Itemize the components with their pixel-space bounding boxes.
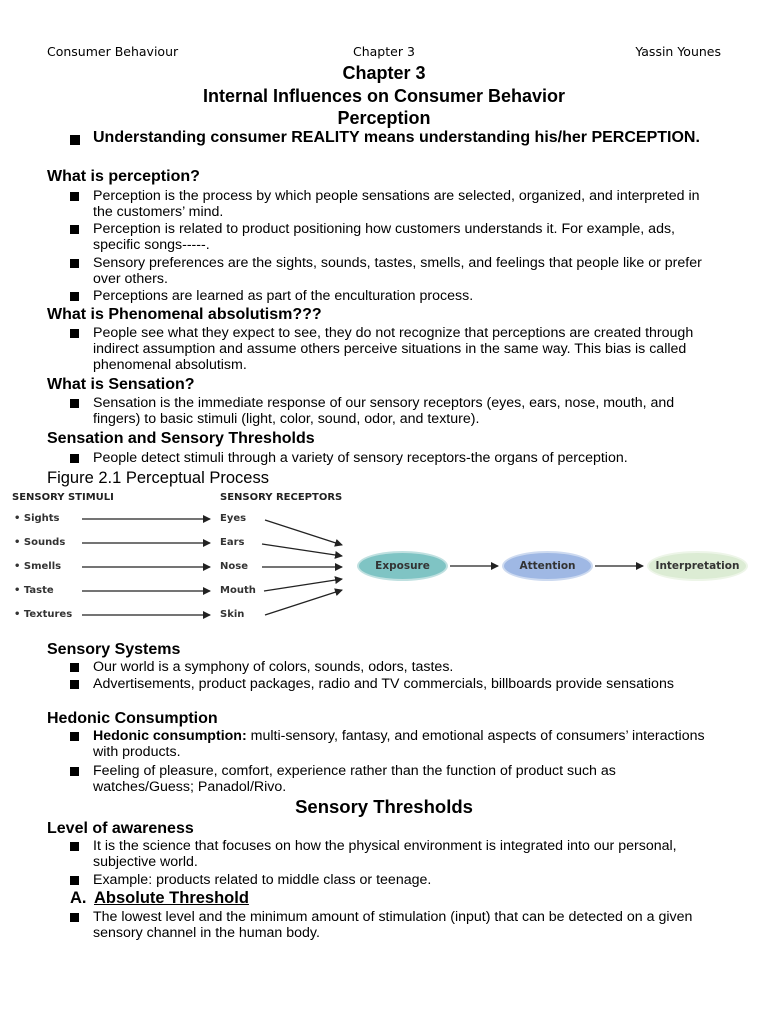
lead-bullet: Understanding consumer REALITY means understanding his/her PERCEPTION. bbox=[70, 129, 720, 147]
heading-sensory-systems: Sensory Systems bbox=[47, 641, 181, 658]
header-course: Consumer Behaviour bbox=[47, 44, 179, 59]
bullet-square-icon bbox=[70, 399, 79, 408]
receptor-label: Mouth bbox=[220, 585, 256, 596]
list-item: Perceptions are learned as part of the enculturation process. bbox=[70, 288, 720, 304]
bullet-square-icon bbox=[70, 842, 79, 851]
section-title-sensory-thresholds: Sensory Thresholds bbox=[295, 796, 473, 817]
header-author: Yassin Younes bbox=[635, 44, 721, 59]
stage-exposure: Exposure bbox=[357, 551, 448, 581]
heading-what-is-perception: What is perception? bbox=[47, 168, 200, 185]
receptors-header: SENSORY RECEPTORS bbox=[220, 492, 343, 503]
list-item: Sensation is the immediate response of our sensory receptors (eyes, ears, nose, mouth, and fingers) to basic stimuli (light, color, sound, odor, and texture). bbox=[70, 395, 720, 427]
list-item: Perception is the process by which people sensations are selected, organized, and interpreted in the customers’ mind. bbox=[70, 188, 720, 220]
bullet-square-icon bbox=[70, 135, 80, 145]
bullet-square-icon bbox=[70, 454, 79, 463]
heading-phenomenal-absolutism: What is Phenomenal absolutism??? bbox=[47, 306, 322, 323]
bullet-square-icon bbox=[70, 292, 79, 301]
list-item: Our world is a symphony of colors, sounds, odors, tastes. bbox=[70, 659, 720, 675]
figure-caption: Figure 2.1 Perceptual Process bbox=[47, 469, 269, 487]
stage-attention: Attention bbox=[502, 551, 593, 581]
list-item: It is the science that focuses on how the physical environment is integrated into our personal, subjective world. bbox=[70, 838, 720, 870]
list-item: People detect stimuli through a variety of sensory receptors-the organs of perception. bbox=[70, 450, 720, 466]
bullet-square-icon bbox=[70, 767, 79, 776]
heading-hedonic-consumption: Hedonic Consumption bbox=[47, 710, 218, 727]
stimulus-label: • Sights bbox=[14, 513, 60, 524]
receptor-label: Eyes bbox=[220, 513, 247, 524]
heading-absolute-threshold: A. Absolute Threshold bbox=[70, 889, 249, 907]
chapter-title: Chapter 3 bbox=[342, 63, 426, 83]
list-item: The lowest level and the minimum amount of stimulation (input) that can be detected on a given sensory channel in the human body. bbox=[70, 909, 720, 941]
list-item: People see what they expect to see, they do not recognize that perceptions are created through indirect assumption and assume others perceive situations in the same way. This bias is called phenomenal absolutism. bbox=[70, 325, 720, 373]
perceptual-process-figure bbox=[0, 488, 768, 628]
term-bold: Hedonic consumption: bbox=[93, 728, 247, 744]
receptor-label: Skin bbox=[220, 609, 245, 620]
running-header bbox=[47, 44, 721, 60]
bullet-square-icon bbox=[70, 663, 79, 672]
stimulus-label: • Taste bbox=[14, 585, 54, 596]
receptor-label: Nose bbox=[220, 561, 248, 572]
chapter-subtitle: Internal Influences on Consumer Behavior bbox=[202, 86, 566, 106]
header-chapter: Chapter 3 bbox=[353, 44, 415, 59]
bullet-square-icon bbox=[70, 259, 79, 268]
list-item: Hedonic consumption: multi-sensory, fantasy, and emotional aspects of consumers’ interactions with products. bbox=[70, 728, 720, 760]
bullet-square-icon bbox=[70, 732, 79, 741]
bullet-square-icon bbox=[70, 680, 79, 689]
bullet-square-icon bbox=[70, 913, 79, 922]
bullet-square-icon bbox=[70, 876, 79, 885]
stage-interpretation: Interpretation bbox=[647, 551, 748, 581]
list-item: Advertisements, product packages, radio and TV commercials, billboards provide sensations bbox=[70, 676, 720, 692]
list-item: Sensory preferences are the sights, sounds, tastes, smells, and feelings that people like or prefer over others. bbox=[70, 255, 720, 287]
heading-sensation-thresholds: Sensation and Sensory Thresholds bbox=[47, 430, 315, 447]
stimulus-label: • Sounds bbox=[14, 537, 66, 548]
list-item: Feeling of pleasure, comfort, experience rather than the function of product such as watches/Guess; Panadol/Rivo. bbox=[70, 763, 720, 795]
heading-level-of-awareness: Level of awareness bbox=[47, 820, 194, 837]
stimuli-header: SENSORY STIMULI bbox=[12, 492, 114, 503]
receptor-label: Ears bbox=[220, 537, 245, 548]
heading-what-is-sensation: What is Sensation? bbox=[47, 376, 195, 393]
list-item: Perception is related to product positioning how customers understands it. For example, ads, specific songs-----. bbox=[70, 221, 720, 253]
bullet-square-icon bbox=[70, 192, 79, 201]
bullet-square-icon bbox=[70, 329, 79, 338]
stimulus-label: • Textures bbox=[14, 609, 73, 620]
list-item: Example: products related to middle class or teenage. bbox=[70, 872, 720, 888]
topic-title: Perception bbox=[337, 108, 431, 128]
bullet-square-icon bbox=[70, 225, 79, 234]
stimulus-label: • Smells bbox=[14, 561, 62, 572]
